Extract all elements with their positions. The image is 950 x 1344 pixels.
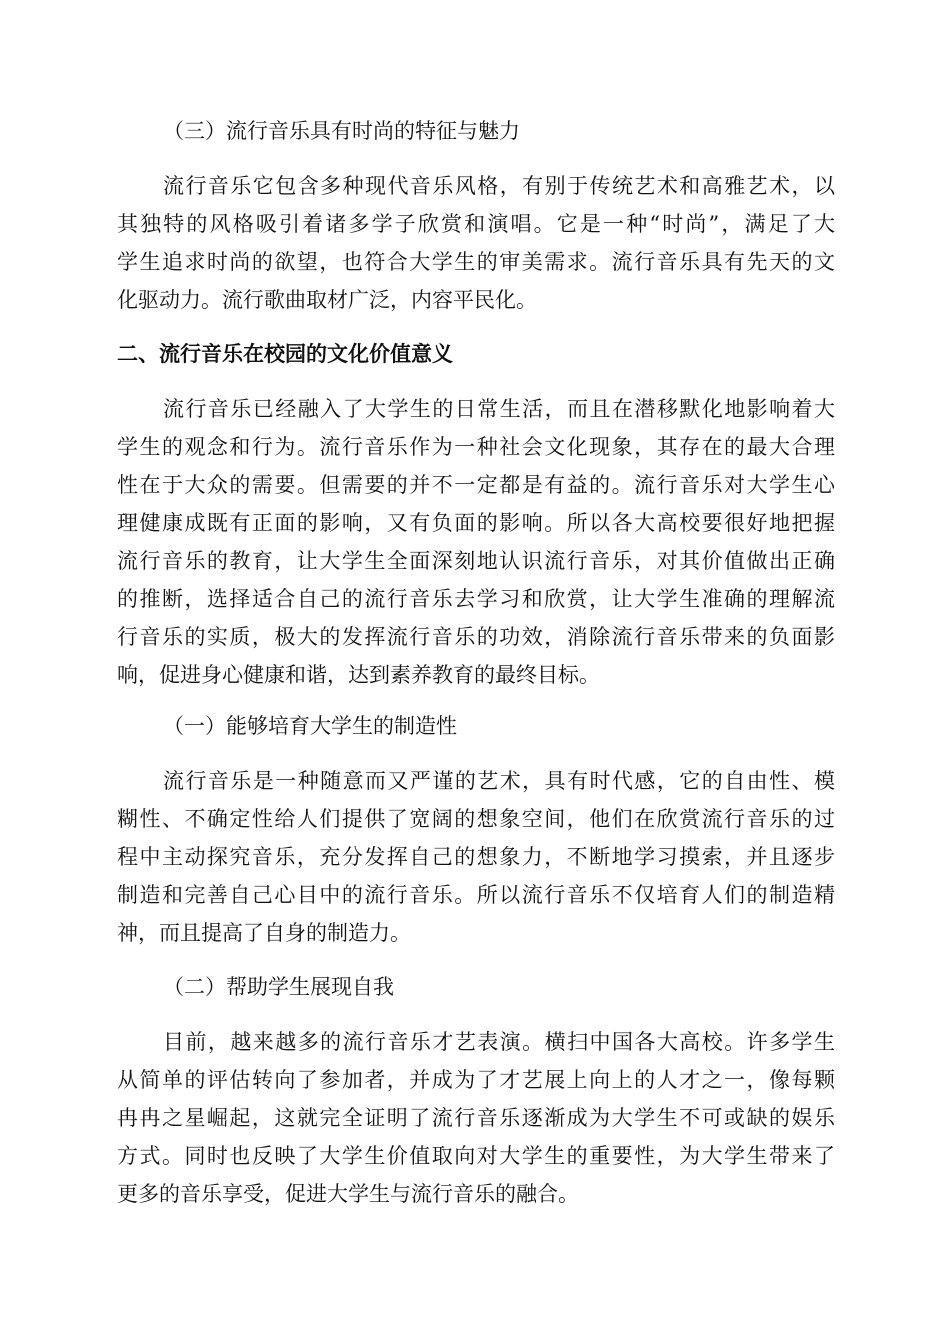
- paragraph-line: 从简单的评估转向了参加者，并成为了才艺展上向上的人才之一，像每颗: [117, 1068, 835, 1092]
- paragraph-4: [117, 1023, 835, 1213]
- paragraph-line: 目前，越来越多的流行音乐才艺表演。横扫中国各大高校。许多学生: [163, 1030, 835, 1054]
- paragraph-line: 响，促进身心健康和谐，达到素养教育的最终目标。: [117, 663, 600, 687]
- paragraph-line: 行音乐的实质，极大的发挥流行音乐的功效，消除流行音乐带来的负面影: [117, 625, 835, 649]
- paragraph-line: 流行音乐已经融入了大学生的日常生活，而且在潜移默化地影响着大: [163, 397, 835, 421]
- subheading-one: （一）能够培育大学生的制造性: [163, 714, 457, 738]
- paragraph-line: 冉冉之星崛起，这就完全证明了流行音乐逐渐成为大学生不可或缺的娱乐: [117, 1106, 835, 1130]
- paragraph-line: 学生追求时尚的欲望，也符合大学生的审美需求。流行音乐具有先天的文: [117, 250, 835, 274]
- paragraph-line: 方式。同时也反映了大学生价值取向对大学生的重要性，为大学生带来了: [117, 1144, 835, 1168]
- paragraph-line: 理健康成既有正面的影响，又有负面的影响。所以各大高校要很好地把握: [117, 511, 835, 535]
- subheading-two: （二）帮助学生展现自我: [163, 975, 394, 999]
- subheading-three: （三）流行音乐具有时尚的特征与魅力: [163, 119, 520, 143]
- paragraph-3: [117, 762, 835, 952]
- paragraph-line: 更多的音乐享受，促进大学生与流行音乐的融合。: [117, 1182, 579, 1206]
- paragraph-line: 糊性、不确定性给人们提供了宽阔的想象空间，他们在欣赏流行音乐的过: [117, 807, 835, 831]
- paragraph-line: 流行音乐是一种随意而又严谨的艺术，具有时代感，它的自由性、模: [163, 769, 835, 793]
- paragraph-line: 程中主动探究音乐，充分发挥自己的想象力，不断地学习摸索，并且逐步: [117, 845, 835, 869]
- paragraph-line: 流行音乐它包含多种现代音乐风格，有别于传统艺术和高雅艺术，以: [163, 174, 835, 198]
- paragraph-line: 制造和完善自己心目中的流行音乐。所以流行音乐不仅培育人们的制造精: [117, 883, 835, 907]
- section-heading-2: 二、流行音乐在校园的文化价值意义: [117, 342, 453, 366]
- paragraph-line: 流行音乐的教育，让大学生全面深刻地认识流行音乐，对其价值做出正确: [117, 549, 835, 573]
- paragraph-line: 学生的观念和行为。流行音乐作为一种社会文化现象，其存在的最大合理: [117, 435, 835, 459]
- paragraph-line: 神，而且提高了自身的制造力。: [117, 921, 411, 945]
- paragraph-line: 化驱动力。流行歌曲取材广泛，内容平民化。: [117, 288, 537, 312]
- paragraph-2: [117, 390, 835, 694]
- paragraph-1: [117, 167, 835, 319]
- paragraph-line: 其独特的风格吸引着诸多学子欣赏和演唱。它是一种“时尚”，满足了大: [117, 212, 835, 236]
- paragraph-line: 性在于大众的需要。但需要的并不一定都是有益的。流行音乐对大学生心: [117, 473, 835, 497]
- paragraph-line: 的推断，选择适合自己的流行音乐去学习和欣赏，让大学生准确的理解流: [117, 587, 835, 611]
